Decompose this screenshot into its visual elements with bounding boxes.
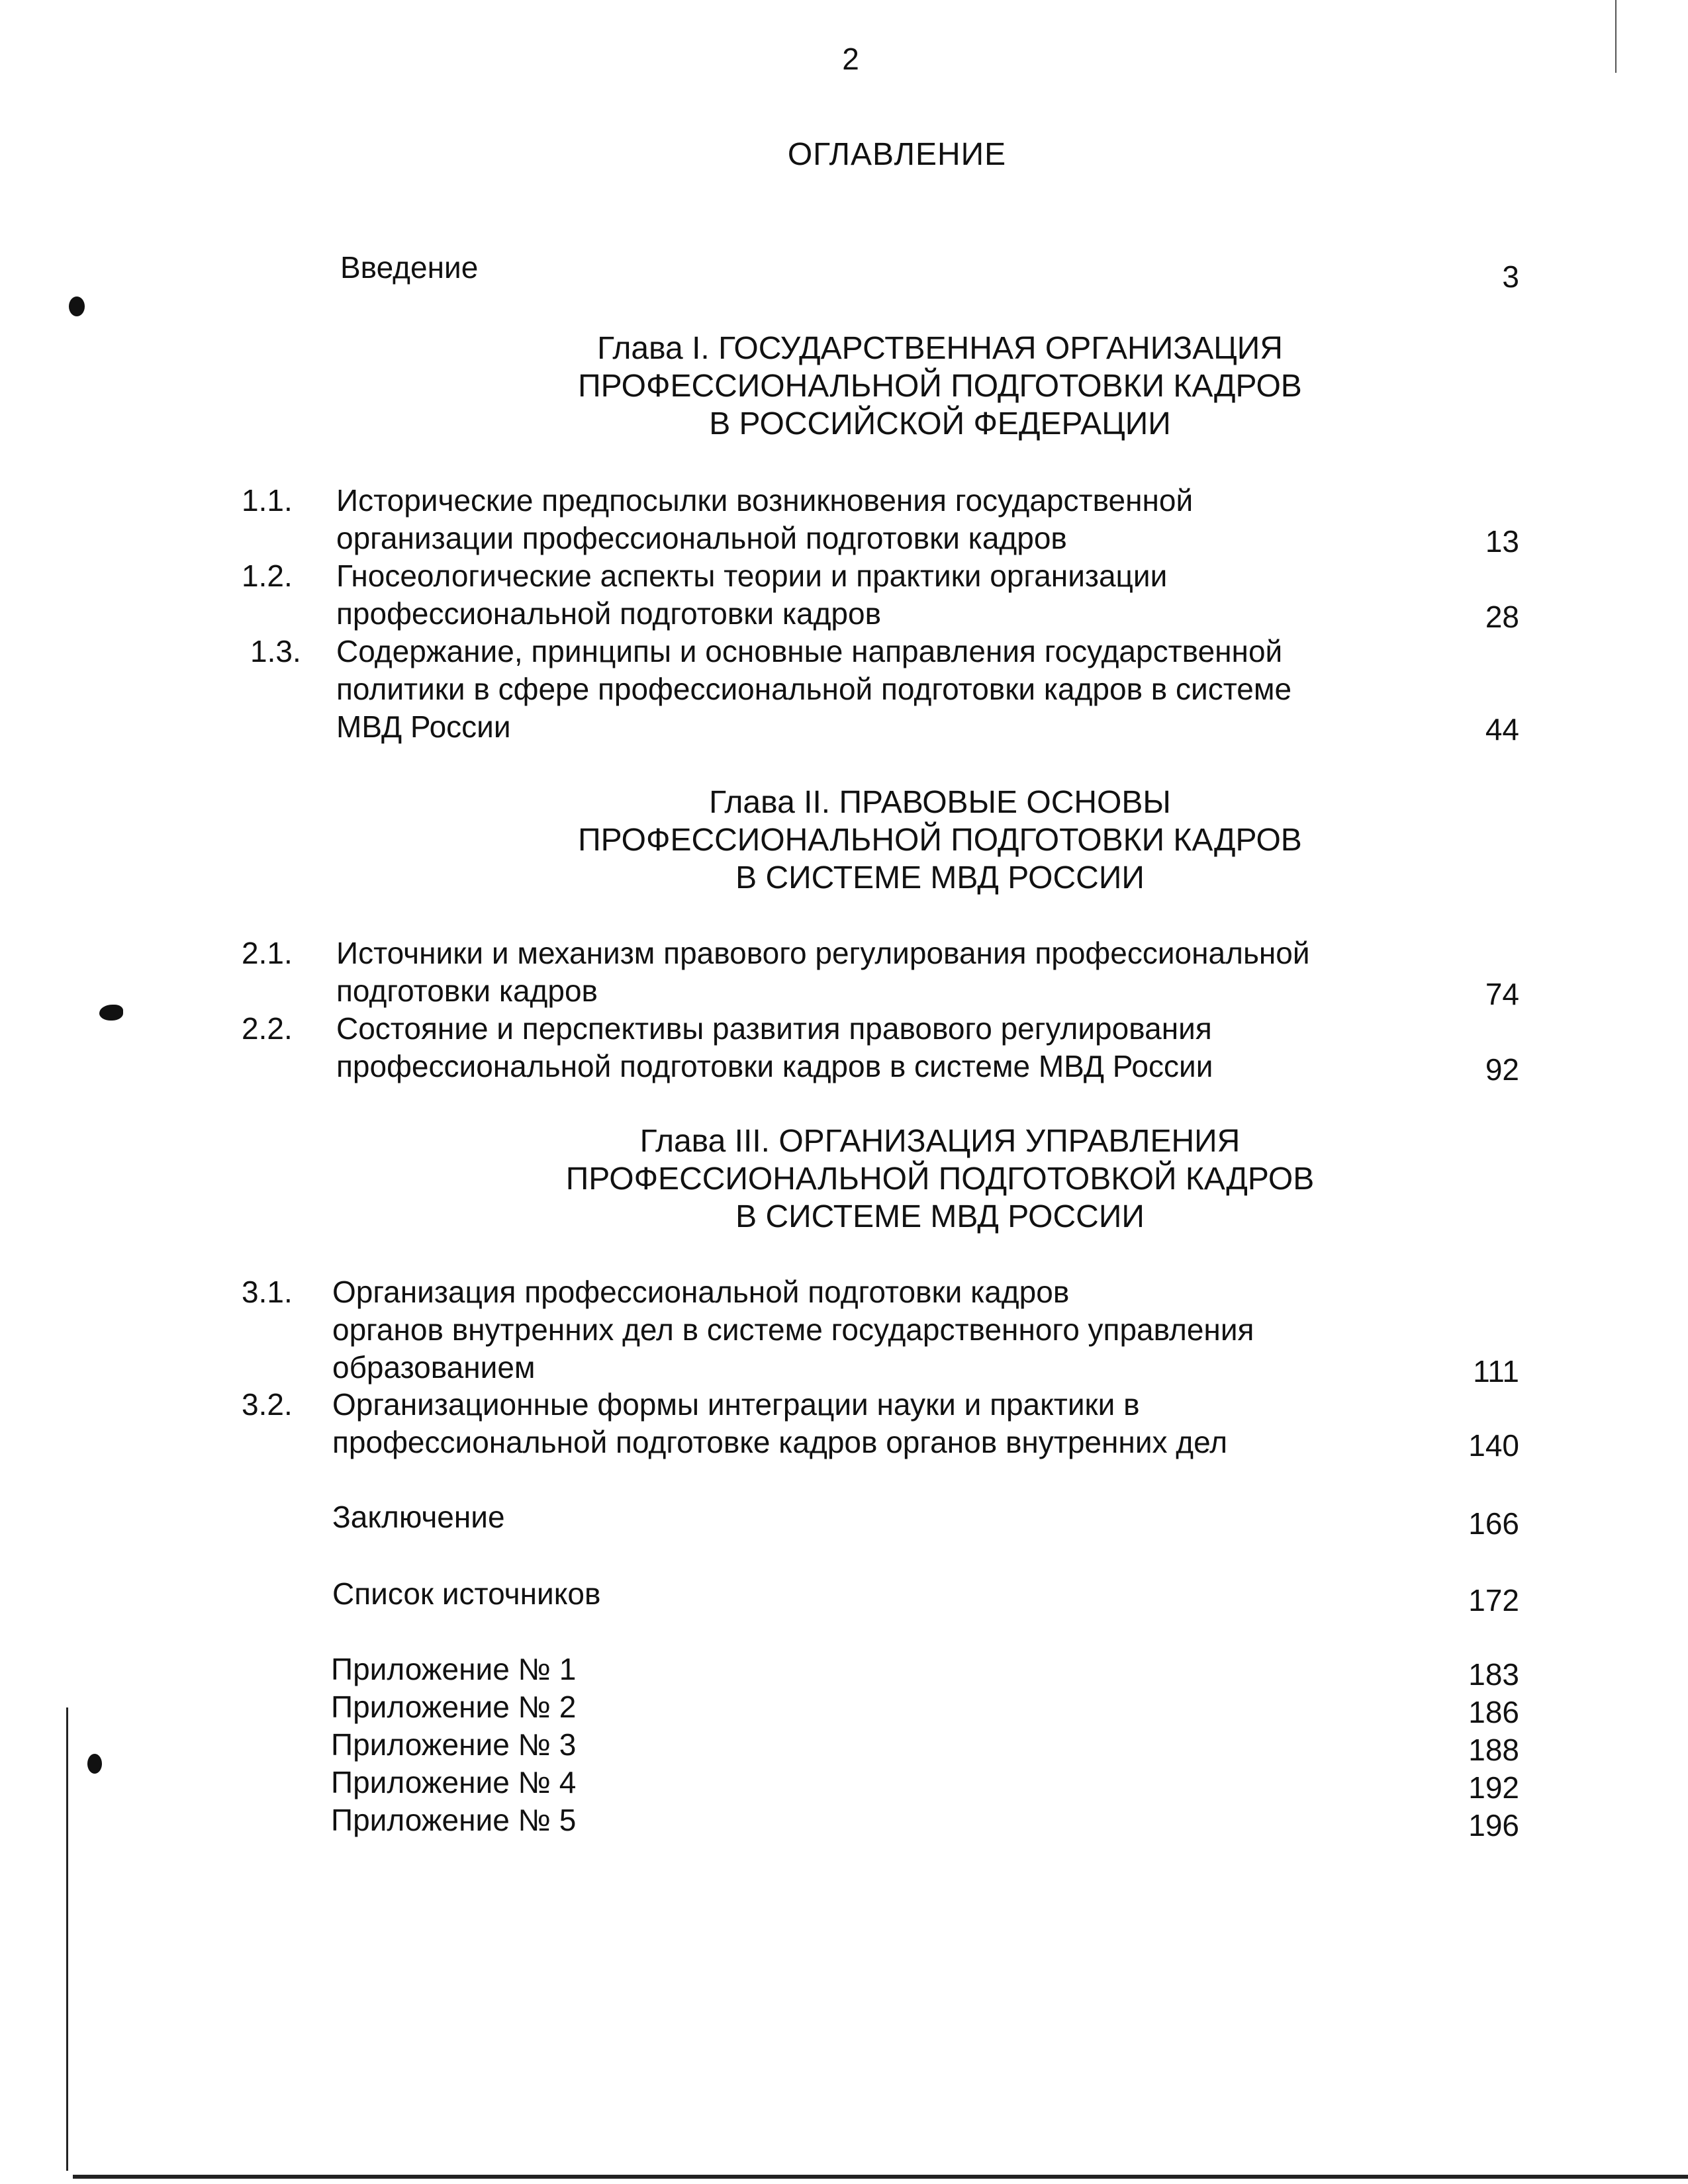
scan-bottom-edge	[73, 2175, 1688, 2179]
chapter-heading-2	[397, 784, 1483, 897]
toc-entry-line: организации профессиональной подготовки кадров	[336, 521, 1067, 555]
chapter-2-line-2: ПРОФЕССИОНАЛЬНОЙ ПОДГОТОВКИ КАДРОВ	[578, 823, 1302, 858]
toc-entry-page: 44	[1485, 712, 1519, 747]
toc-entry-text	[336, 482, 1395, 557]
scan-blot-2	[99, 1005, 123, 1021]
toc-entry-line: МВД России	[336, 709, 511, 744]
toc-entry-number: 3.2.	[242, 1387, 293, 1422]
toc-entry-line: образованием	[332, 1350, 536, 1385]
toc-entry-text	[332, 1273, 1391, 1387]
chapter-3-line-3: В СИСТЕМЕ МВД РОССИИ	[735, 1199, 1145, 1234]
toc-entry-line: профессиональной подготовки кадров в системе МВД России	[336, 1049, 1213, 1083]
toc-appendix-5-page: 196	[1468, 1808, 1519, 1843]
toc-entry-line: Организация профессиональной подготовки кадров	[332, 1275, 1070, 1309]
chapter-1-line-1: Глава I. ГОСУДАРСТВЕННАЯ ОРГАНИЗАЦИЯ	[597, 331, 1283, 366]
scan-blot-1	[69, 296, 85, 316]
toc-entry-line: Источники и механизм правового регулирования профессиональной	[336, 936, 1310, 970]
scan-left-edge	[66, 1707, 68, 2171]
toc-appendix-5-label: Приложение № 5	[331, 1803, 577, 1837]
toc-entry-line: политики в сфере профессиональной подготовки кадров в системе	[336, 672, 1292, 706]
toc-appendix-1-page: 183	[1468, 1657, 1519, 1692]
toc-appendix-1-label: Приложение № 1	[331, 1652, 577, 1686]
toc-entry-line: профессиональной подготовке кадров органов внутренних дел	[332, 1425, 1228, 1459]
toc-entry-page: 140	[1468, 1428, 1519, 1463]
page-number: 2	[842, 42, 859, 76]
chapter-3-line-2: ПРОФЕССИОНАЛЬНОЙ ПОДГОТОВКОЙ КАДРОВ	[565, 1161, 1315, 1197]
toc-conclusion-label: Заключение	[332, 1500, 505, 1534]
toc-appendix-3-label: Приложение № 3	[331, 1727, 577, 1762]
toc-appendix-3-page: 188	[1468, 1733, 1519, 1767]
toc-entry-number: 3.1.	[242, 1275, 293, 1309]
toc-title: ОГЛАВЛЕНИЕ	[787, 137, 1007, 172]
chapter-1-line-2: ПРОФЕССИОНАЛЬНОЙ ПОДГОТОВКИ КАДРОВ	[578, 369, 1302, 404]
scan-blot-3	[87, 1754, 102, 1774]
toc-entry-page: 13	[1485, 524, 1519, 559]
toc-entry-line: Гносеологические аспекты теории и практики организации	[336, 559, 1168, 593]
toc-entry-page: 74	[1485, 977, 1519, 1011]
toc-entry-text	[336, 633, 1395, 746]
chapter-2-line-1: Глава II. ПРАВОВЫЕ ОСНОВЫ	[709, 785, 1171, 820]
toc-entry-page: 92	[1485, 1052, 1519, 1087]
toc-appendix-2-label: Приложение № 2	[331, 1690, 577, 1724]
toc-sources-label: Список источников	[332, 1576, 601, 1611]
toc-entry-line: Исторические предпосылки возникновения государственной	[336, 483, 1194, 518]
toc-appendix-4-page: 192	[1468, 1770, 1519, 1805]
toc-entry-number: 1.2.	[242, 559, 293, 593]
toc-entry-line: органов внутренних дел в системе государственного управления	[332, 1312, 1254, 1347]
toc-entry-text	[336, 557, 1395, 633]
chapter-heading-3	[397, 1122, 1483, 1236]
toc-entry-number: 1.1.	[242, 483, 293, 518]
toc-entry-text	[332, 1386, 1391, 1461]
toc-appendix-2-page: 186	[1468, 1695, 1519, 1729]
chapter-1-line-3: В РОССИЙСКОЙ ФЕДЕРАЦИИ	[709, 406, 1171, 441]
toc-entry-page: 111	[1473, 1354, 1519, 1388]
toc-entry-line: Содержание, принципы и основные направления государственной	[336, 634, 1283, 668]
chapter-heading-1	[397, 330, 1483, 443]
toc-entry-line: Организационные формы интеграции науки и практики в	[332, 1387, 1140, 1422]
toc-entry-line: профессиональной подготовки кадров	[336, 596, 882, 631]
toc-entry-number: 2.1.	[242, 936, 293, 970]
toc-entry-number: 1.3.	[250, 634, 301, 668]
toc-entry-line: Состояние и перспективы развития правового регулирования	[336, 1011, 1212, 1046]
toc-entry-text	[336, 1010, 1395, 1085]
toc-sources-page: 172	[1468, 1583, 1519, 1617]
toc-entry-line: подготовки кадров	[336, 974, 598, 1008]
toc-conclusion-page: 166	[1468, 1506, 1519, 1541]
toc-entry-page: 28	[1485, 600, 1519, 634]
toc-entry-text	[336, 934, 1395, 1010]
toc-entry-number: 2.2.	[242, 1011, 293, 1046]
chapter-2-line-3: В СИСТЕМЕ МВД РОССИИ	[735, 860, 1145, 895]
toc-appendix-4-label: Приложение № 4	[331, 1765, 577, 1799]
toc-intro-label: Введение	[340, 250, 479, 285]
chapter-3-line-1: Глава III. ОРГАНИЗАЦИЯ УПРАВЛЕНИЯ	[639, 1124, 1241, 1159]
toc-intro-page: 3	[1502, 259, 1519, 294]
